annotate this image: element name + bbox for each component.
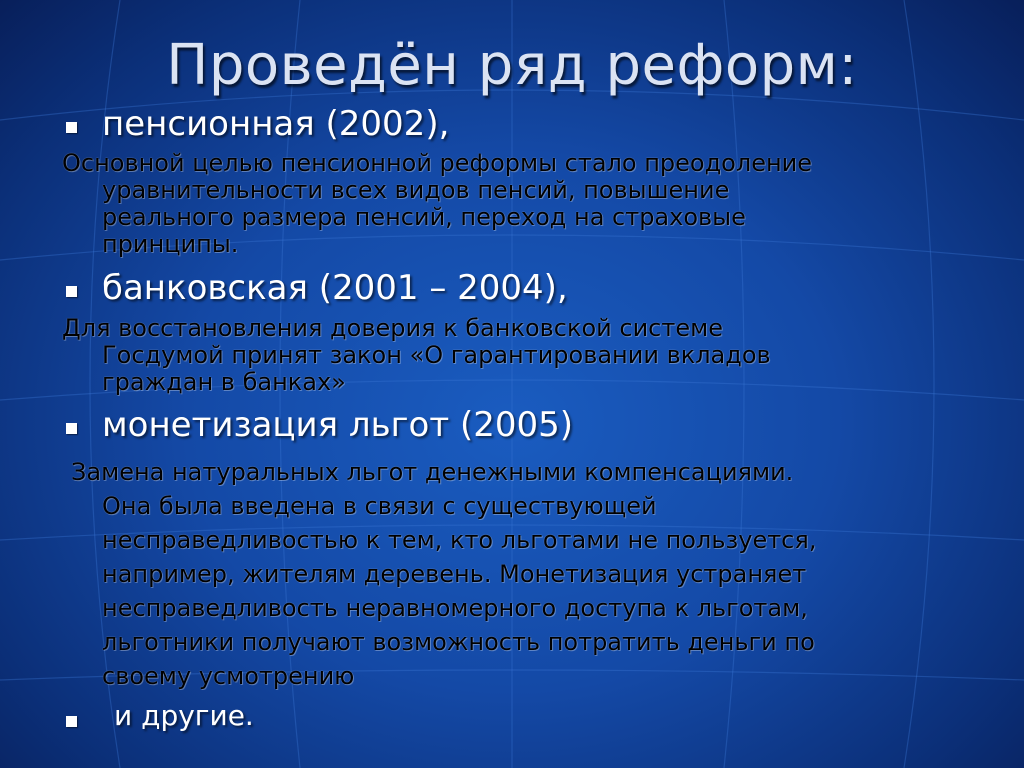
description-line: граждан в банках»	[102, 368, 346, 396]
bullet-label: и другие.	[114, 699, 254, 732]
description-banking	[62, 315, 771, 396]
description-line: принципы.	[102, 230, 239, 258]
square-bullet-icon	[66, 122, 77, 133]
square-bullet-icon	[66, 423, 77, 434]
bullet-label: пенсионная (2002),	[102, 104, 450, 144]
description-line: несправедливость неравномерного доступа к льготам,	[102, 594, 808, 622]
description-line: Для восстановления доверия к банковской системе	[62, 314, 723, 342]
slide-title: Проведён ряд реформ:	[166, 33, 858, 98]
description-line: Она была введена в связи с существующей	[102, 492, 657, 520]
description-line: своему усмотрению	[102, 662, 355, 690]
description-line: Основной целью пенсионной реформы стало преодоление	[62, 149, 813, 177]
description-monetization	[71, 455, 816, 693]
description-line: Замена натуральных льгот денежными компенсациями.	[71, 458, 794, 486]
bullet-label: банковская (2001 – 2004),	[102, 268, 568, 308]
description-line: Госдумой принят закон «О гарантировании вкладов	[102, 341, 771, 369]
square-bullet-icon	[66, 286, 77, 297]
description-line: уравнительности всех видов пенсий, повышение	[102, 176, 730, 204]
description-pension	[62, 150, 812, 258]
description-line: несправедливостью к тем, кто льготами не пользуется,	[102, 526, 817, 554]
bullet-label: монетизация льгот (2005)	[102, 405, 574, 445]
description-line: реального размера пенсий, переход на страховые	[102, 203, 746, 231]
square-bullet-icon	[66, 716, 77, 727]
description-line: например, жителям деревень. Монетизация устраняет	[102, 560, 807, 588]
description-line: льготники получают возможность потратить деньги по	[102, 628, 815, 656]
